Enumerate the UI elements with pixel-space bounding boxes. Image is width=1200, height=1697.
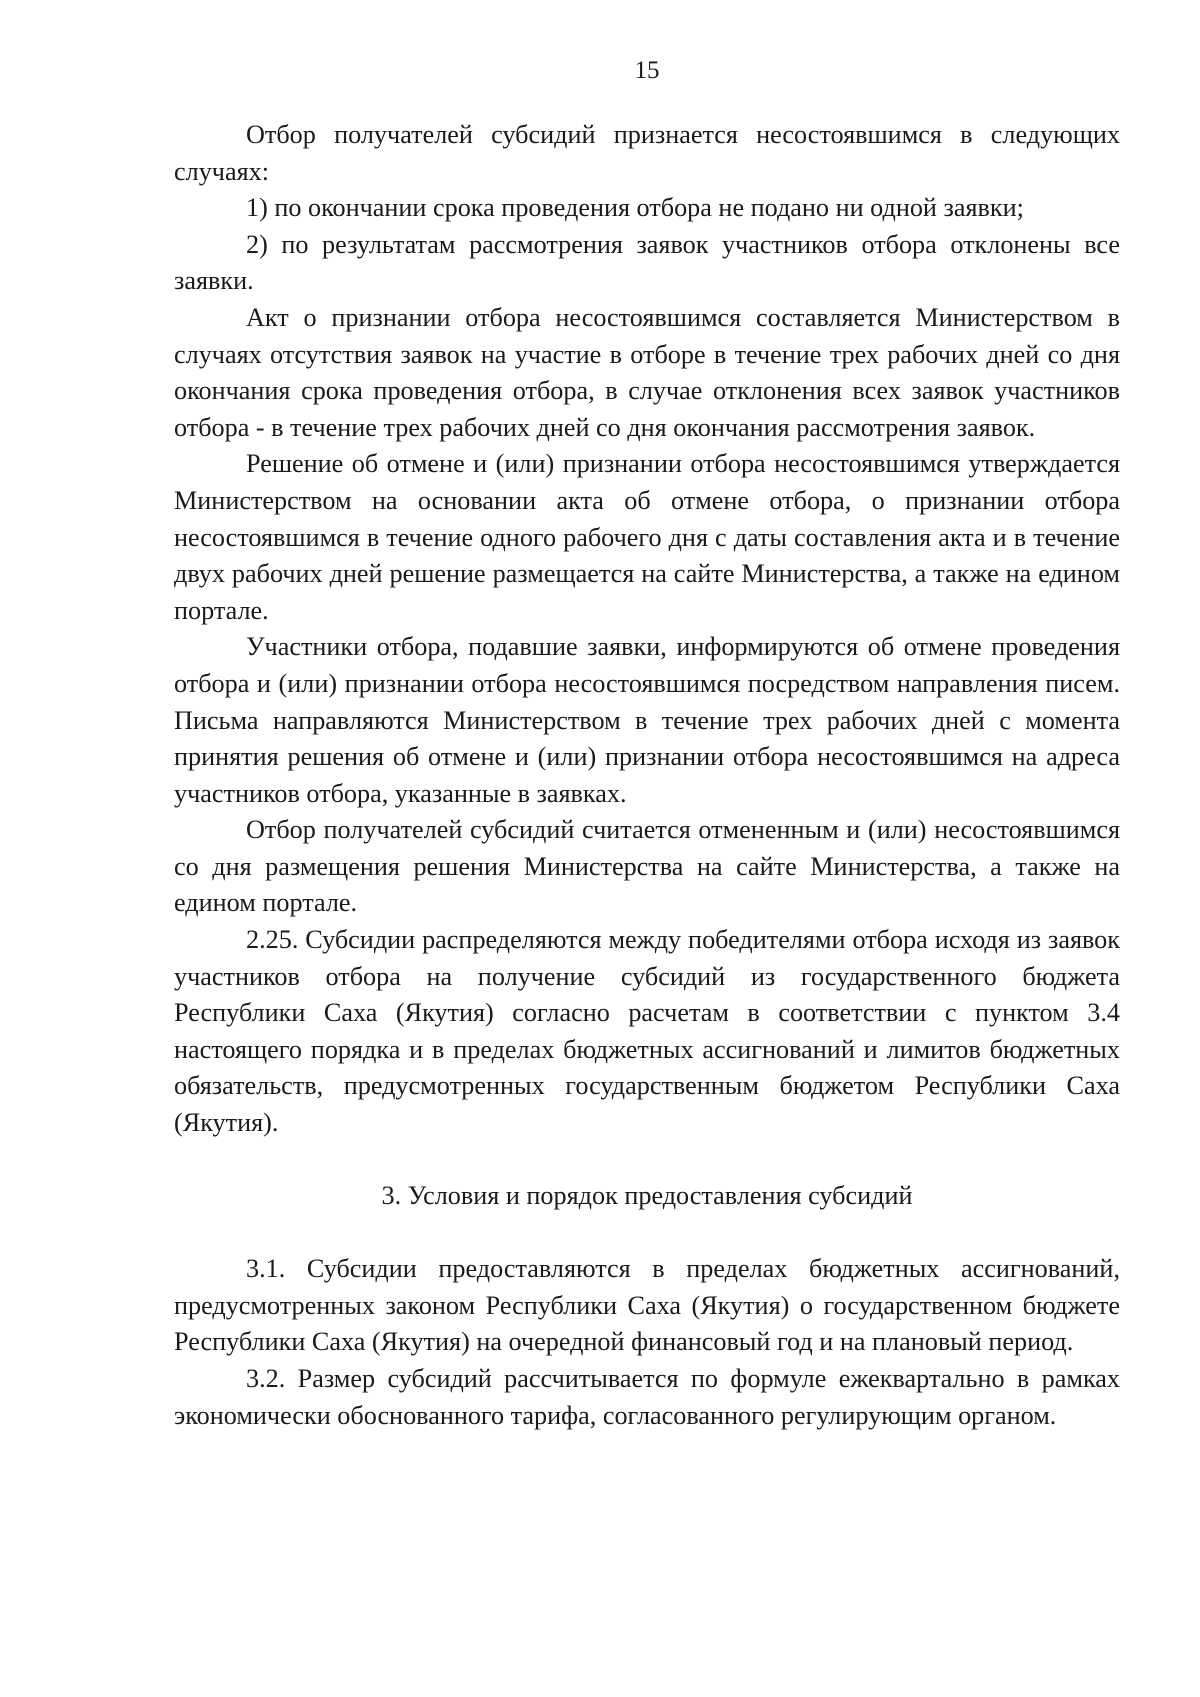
list-item-all-rejected: 2) по результатам рассмотрения заявок участников отбора отклонены все заявки. (174, 229, 1120, 296)
paragraph-selection-cancelled: Отбор получателей субсидий считается отмененным и (или) несостоявшимся со дня размещения решения Министерства на сайте Министерства, а также на едином портале. (174, 815, 1120, 918)
page-number: 15 (634, 57, 660, 84)
paragraph-cancellation-decision: Решение об отмене и (или) признании отбора несостоявшимся утверждается Министерством на основании акта об отмене отбора, о признании отбора несостоявшимся в течение одного рабочего дня с даты составления акта и в течение двух рабочих дней решение размещается на сайте Министерства, а также на едином портале. (174, 449, 1120, 625)
paragraph-participants-notice: Участники отбора, подавшие заявки, информируются об отмене проведения отбора и (или) признании отбора несостоявшимся посредством направления писем. Письма направляются Министерством в течение трех рабочих дней с момента принятия решения об отмене и (или) признании отбора несостоявшимся на адреса участников отбора, указанные в заявках. (174, 632, 1120, 808)
paragraph-3-1: 3.1. Субсидии предоставляются в пределах бюджетных ассигнований, предусмотренных законом Республики Саха (Якутия) о государственном бюджете Республики Саха (Якутия) на очередной финансовый год и на плановый период. (174, 1254, 1120, 1357)
document-body (174, 117, 1120, 1434)
list-item-no-applications: 1) по окончании срока проведения отбора не подано ни одной заявки; (246, 193, 1024, 223)
paragraph-2-25: 2.25. Субсидии распределяются между победителями отбора исходя из заявок участников отбора на получение субсидий из государственного бюджета Республики Саха (Якутия) согласно расчетам в соответствии с пунктом 3.4 настоящего порядка и в пределах бюджетных ассигнований и лимитов бюджетных обязательств, предусмотренных государственным бюджетом Республики Саха (Якутия). (174, 925, 1120, 1138)
section-heading: 3. Условия и порядок предоставления субсидий (381, 1180, 913, 1210)
paragraph-act-of-failure: Акт о признании отбора несостоявшимся составляется Министерством в случаях отсутствия заявок на участие в отборе в течение трех рабочих дней со дня окончания срока проведения отбора, в случае отклонения всех заявок участников отбора - в течение трех рабочих дней со дня окончания рассмотрения заявок. (174, 302, 1120, 442)
paragraph-3-2: 3.2. Размер субсидий рассчитывается по формуле ежеквартально в рамках экономически обоснованного тарифа, согласованного регулирующим органом. (174, 1364, 1120, 1430)
paragraph-selection-failed-cases: Отбор получателей субсидий признается несостоявшимся в следующих случаях: (174, 120, 1120, 186)
